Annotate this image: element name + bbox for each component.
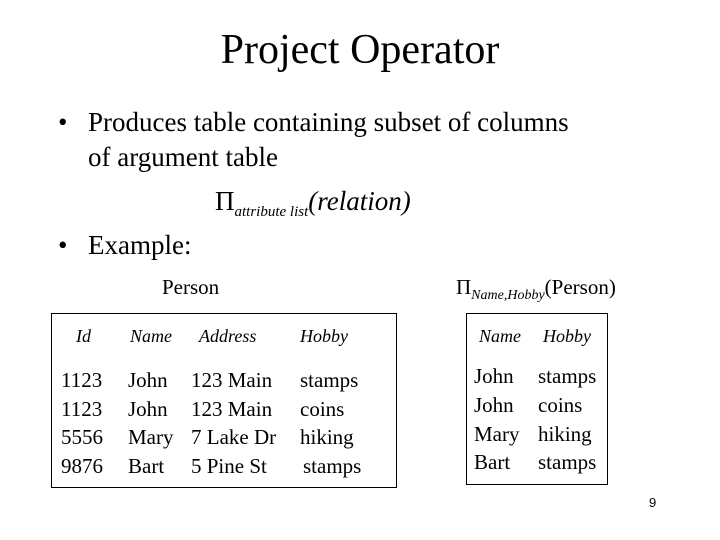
pi-symbol: Π [456, 275, 472, 299]
header-name: Name [479, 326, 521, 346]
project-formula [215, 186, 411, 221]
cell-address: 123 Main [191, 397, 273, 421]
cell-hobby: coins [538, 393, 583, 417]
formula-argument: (relation) [308, 186, 411, 216]
formula-subscript: attribute list [234, 204, 309, 220]
cell-name: Bart [474, 450, 511, 474]
cell-name: John [474, 364, 514, 388]
bullet-dot: • [58, 230, 68, 260]
person-table [51, 313, 397, 488]
person-table-label: Person [162, 275, 220, 299]
cell-name: John [128, 397, 168, 421]
cell-name: Mary [128, 425, 174, 449]
bullet-line-2: of argument table [88, 142, 278, 172]
cell-hobby: stamps [538, 364, 597, 388]
cell-id: 5556 [61, 425, 103, 449]
bullet-example-text: Example: [88, 230, 192, 260]
cell-hobby: coins [300, 397, 345, 421]
cell-hobby: hiking [538, 422, 592, 446]
cell-address: 5 Pine St [191, 454, 267, 478]
header-address: Address [199, 326, 257, 346]
bullet-line-1: Produces table containing subset of columns [88, 107, 569, 137]
cell-address: 7 Lake Dr [191, 425, 277, 449]
cell-id: 1123 [61, 368, 103, 392]
cell-address: 123 Main [191, 368, 273, 392]
header-name: Name [130, 326, 172, 346]
slide-title: Project Operator [220, 27, 500, 73]
cell-name: John [474, 393, 514, 417]
cell-id: 1123 [61, 397, 103, 421]
result-table-label [456, 275, 616, 304]
result-table [466, 313, 608, 485]
cell-hobby: hiking [300, 425, 354, 449]
pi-symbol: Π [215, 186, 235, 216]
cell-id: 9876 [61, 454, 103, 478]
header-hobby: Hobby [300, 326, 348, 346]
cell-hobby: stamps [300, 368, 359, 392]
page-number: 9 [649, 495, 657, 510]
cell-name: Mary [474, 422, 520, 446]
cell-hobby: stamps [303, 454, 362, 478]
cell-name: Bart [128, 454, 165, 478]
bullet-dot: • [58, 107, 68, 137]
cell-hobby: stamps [538, 450, 597, 474]
result-label-subscript: Name,Hobby [471, 288, 545, 303]
header-hobby: Hobby [543, 326, 591, 346]
result-label-argument: (Person) [544, 275, 616, 299]
cell-name: John [128, 368, 168, 392]
header-id: Id [76, 326, 91, 346]
